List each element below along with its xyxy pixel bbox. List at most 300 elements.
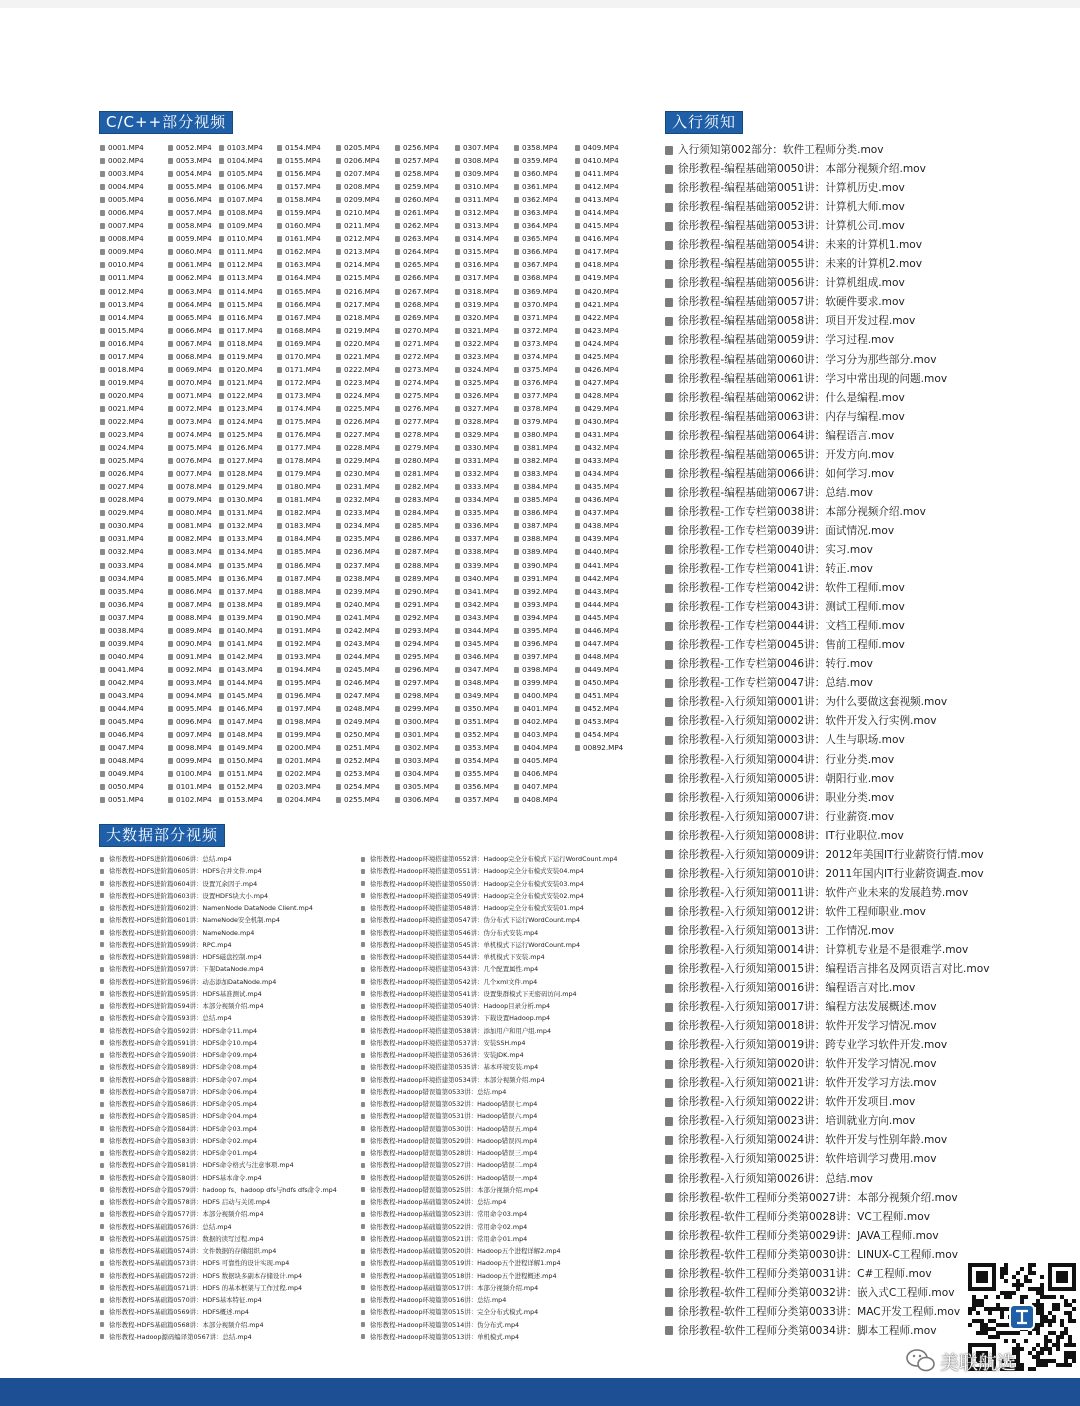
file-item[interactable] [395,741,455,754]
file-item[interactable] [100,927,360,939]
file-item[interactable] [277,467,337,480]
file-item[interactable] [277,337,337,350]
file-item[interactable] [575,428,635,441]
file-item[interactable] [455,767,515,780]
file-item[interactable] [455,389,515,402]
file-item[interactable] [455,193,515,206]
file-item[interactable] [514,245,574,258]
file-item[interactable] [100,428,160,441]
file-item[interactable] [665,998,995,1017]
file-item[interactable] [361,1331,651,1343]
file-item[interactable] [100,1123,360,1135]
file-item[interactable] [100,1294,360,1306]
file-item[interactable] [455,480,515,493]
file-item[interactable] [100,389,160,402]
file-item[interactable] [219,624,279,637]
file-item[interactable] [575,219,635,232]
file-item[interactable] [455,585,515,598]
file-item[interactable] [336,741,396,754]
file-item[interactable] [100,939,360,951]
file-item[interactable] [336,415,396,428]
file-item[interactable] [100,311,160,324]
file-item[interactable] [395,245,455,258]
file-item[interactable] [455,441,515,454]
file-item[interactable] [277,245,337,258]
file-item[interactable] [100,545,160,558]
file-item[interactable] [277,285,337,298]
file-item[interactable] [100,193,160,206]
file-item[interactable] [575,167,635,180]
file-item[interactable] [100,559,160,572]
file-item[interactable] [361,914,651,926]
file-item[interactable] [277,676,337,689]
file-item[interactable] [514,232,574,245]
file-item[interactable] [100,506,160,519]
file-item[interactable] [455,493,515,506]
file-item[interactable] [361,1061,651,1073]
file-item[interactable] [100,689,160,702]
file-item[interactable] [277,363,337,376]
file-item[interactable] [100,1221,360,1233]
file-item[interactable] [336,585,396,598]
file-item[interactable] [219,689,279,702]
file-item[interactable] [455,611,515,624]
file-item[interactable] [514,350,574,363]
file-item[interactable] [665,674,995,693]
file-item[interactable] [665,960,995,979]
file-item[interactable] [395,715,455,728]
file-item[interactable] [575,285,635,298]
file-item[interactable] [100,715,160,728]
file-item[interactable] [665,179,995,198]
file-item[interactable] [665,1246,995,1265]
file-item[interactable] [100,1184,360,1196]
file-item[interactable] [361,939,651,951]
file-item[interactable] [336,154,396,167]
file-item[interactable] [336,324,396,337]
file-item[interactable] [514,702,574,715]
file-item[interactable] [514,532,574,545]
file-item[interactable] [277,493,337,506]
file-item[interactable] [514,793,574,806]
file-item[interactable] [395,167,455,180]
file-item[interactable] [336,389,396,402]
file-item[interactable] [219,650,279,663]
file-item[interactable] [277,324,337,337]
file-item[interactable] [665,1265,995,1284]
file-item[interactable] [514,780,574,793]
file-item[interactable] [395,598,455,611]
file-item[interactable] [514,480,574,493]
file-item[interactable] [100,853,360,865]
file-item[interactable] [455,363,515,376]
file-item[interactable] [395,337,455,350]
file-item[interactable] [395,154,455,167]
file-item[interactable] [665,560,995,579]
file-item[interactable] [100,1049,360,1061]
file-item[interactable] [455,271,515,284]
file-item[interactable] [514,689,574,702]
file-item[interactable] [361,1147,651,1159]
file-item[interactable] [665,655,995,674]
file-item[interactable] [100,1098,360,1110]
file-item[interactable] [277,441,337,454]
file-item[interactable] [665,731,995,750]
file-item[interactable] [277,415,337,428]
file-item[interactable] [665,1303,995,1322]
file-item[interactable] [219,493,279,506]
file-item[interactable] [395,389,455,402]
file-item[interactable] [455,376,515,389]
file-item[interactable] [455,337,515,350]
file-item[interactable] [455,715,515,728]
file-item[interactable] [575,650,635,663]
file-item[interactable] [100,519,160,532]
file-item[interactable] [455,545,515,558]
file-item[interactable] [575,467,635,480]
file-item[interactable] [336,193,396,206]
file-item[interactable] [514,389,574,402]
file-item[interactable] [277,519,337,532]
file-item[interactable] [277,598,337,611]
file-item[interactable] [575,559,635,572]
file-item[interactable] [455,141,515,154]
file-item[interactable] [361,1159,651,1171]
file-item[interactable] [100,258,160,271]
file-item[interactable] [395,271,455,284]
file-item[interactable] [575,519,635,532]
file-item[interactable] [514,728,574,741]
file-item[interactable] [219,219,279,232]
file-item[interactable] [219,402,279,415]
file-item[interactable] [395,532,455,545]
file-item[interactable] [575,298,635,311]
file-item[interactable] [100,285,160,298]
file-item[interactable] [455,559,515,572]
file-item[interactable] [336,454,396,467]
file-item[interactable] [575,258,635,271]
file-item[interactable] [665,389,995,408]
file-item[interactable] [277,389,337,402]
file-item[interactable] [277,480,337,493]
file-item[interactable] [575,506,635,519]
file-item[interactable] [336,480,396,493]
file-item[interactable] [395,559,455,572]
file-item[interactable] [100,245,160,258]
file-item[interactable] [100,206,160,219]
file-item[interactable] [336,219,396,232]
file-item[interactable] [100,324,160,337]
file-item[interactable] [219,389,279,402]
file-item[interactable] [575,376,635,389]
file-item[interactable] [514,519,574,532]
file-item[interactable] [219,376,279,389]
file-item[interactable] [277,376,337,389]
file-item[interactable] [455,754,515,767]
file-item[interactable] [100,1061,360,1073]
file-item[interactable] [455,506,515,519]
file-item[interactable] [219,728,279,741]
file-item[interactable] [100,493,160,506]
file-item[interactable] [455,467,515,480]
file-item[interactable] [665,827,995,846]
file-item[interactable] [665,465,995,484]
file-item[interactable] [219,454,279,467]
file-item[interactable] [455,650,515,663]
file-item[interactable] [455,311,515,324]
file-item[interactable] [277,206,337,219]
file-item[interactable] [665,446,995,465]
file-item[interactable] [361,1172,651,1184]
file-item[interactable] [575,350,635,363]
file-item[interactable] [100,1319,360,1331]
file-item[interactable] [336,624,396,637]
file-item[interactable] [665,370,995,389]
file-item[interactable] [219,545,279,558]
file-item[interactable] [336,206,396,219]
file-item[interactable] [455,793,515,806]
file-item[interactable] [100,154,160,167]
file-item[interactable] [665,198,995,217]
file-item[interactable] [100,585,160,598]
file-item[interactable] [336,506,396,519]
file-item[interactable] [575,180,635,193]
file-item[interactable] [514,545,574,558]
file-item[interactable] [100,1306,360,1318]
file-item[interactable] [336,363,396,376]
file-item[interactable] [219,559,279,572]
file-item[interactable] [455,285,515,298]
file-item[interactable] [336,793,396,806]
file-item[interactable] [100,271,160,284]
file-item[interactable] [665,1150,995,1169]
file-item[interactable] [336,767,396,780]
file-item[interactable] [100,728,160,741]
file-item[interactable] [395,441,455,454]
file-item[interactable] [100,1074,360,1086]
file-item[interactable] [336,559,396,572]
file-item[interactable] [575,624,635,637]
file-item[interactable] [665,1112,995,1131]
file-item[interactable] [277,689,337,702]
file-item[interactable] [277,572,337,585]
file-item[interactable] [336,350,396,363]
file-item[interactable] [665,160,995,179]
file-item[interactable] [395,454,455,467]
file-item[interactable] [100,232,160,245]
file-item[interactable] [514,624,574,637]
file-item[interactable] [100,598,160,611]
file-item[interactable] [575,141,635,154]
file-item[interactable] [100,1012,360,1024]
file-item[interactable] [219,532,279,545]
file-item[interactable] [100,454,160,467]
file-item[interactable] [100,878,360,890]
file-item[interactable] [665,865,995,884]
file-item[interactable] [575,532,635,545]
file-item[interactable] [665,293,995,312]
file-item[interactable] [395,689,455,702]
file-item[interactable] [100,902,360,914]
file-item[interactable] [665,808,995,827]
file-item[interactable] [665,1322,995,1341]
file-item[interactable] [361,1135,651,1147]
file-item[interactable] [665,1170,995,1189]
file-item[interactable] [336,232,396,245]
file-item[interactable] [514,611,574,624]
file-item[interactable] [100,611,160,624]
file-item[interactable] [219,519,279,532]
file-item[interactable] [575,415,635,428]
file-item[interactable] [455,637,515,650]
file-item[interactable] [100,572,160,585]
file-item[interactable] [665,503,995,522]
file-item[interactable] [455,415,515,428]
file-item[interactable] [395,650,455,663]
file-item[interactable] [514,754,574,767]
file-item[interactable] [455,728,515,741]
file-item[interactable] [665,751,995,770]
file-item[interactable] [100,865,360,877]
file-item[interactable] [395,428,455,441]
file-item[interactable] [277,767,337,780]
file-item[interactable] [219,780,279,793]
file-item[interactable] [277,311,337,324]
file-item[interactable] [395,519,455,532]
file-item[interactable] [575,441,635,454]
file-item[interactable] [100,1159,360,1171]
file-item[interactable] [361,1000,651,1012]
file-item[interactable] [665,636,995,655]
file-item[interactable] [219,715,279,728]
file-item[interactable] [219,245,279,258]
file-item[interactable] [100,1196,360,1208]
file-item[interactable] [336,167,396,180]
file-item[interactable] [575,389,635,402]
file-item[interactable] [219,154,279,167]
file-item[interactable] [395,545,455,558]
file-item[interactable] [665,331,995,350]
file-item[interactable] [336,376,396,389]
file-item[interactable] [219,585,279,598]
file-item[interactable] [455,676,515,689]
file-item[interactable] [100,951,360,963]
file-item[interactable] [665,1208,995,1227]
file-item[interactable] [665,522,995,541]
file-item[interactable] [455,663,515,676]
file-item[interactable] [455,598,515,611]
file-item[interactable] [575,728,635,741]
file-item[interactable] [361,1257,651,1269]
file-item[interactable] [336,428,396,441]
file-item[interactable] [100,741,160,754]
file-item[interactable] [219,611,279,624]
file-item[interactable] [219,663,279,676]
file-item[interactable] [665,274,995,293]
file-item[interactable] [665,1036,995,1055]
file-item[interactable] [361,1037,651,1049]
file-item[interactable] [361,1025,651,1037]
file-item[interactable] [100,793,160,806]
file-item[interactable] [277,506,337,519]
file-item[interactable] [277,219,337,232]
file-item[interactable] [100,1233,360,1245]
file-item[interactable] [336,637,396,650]
file-item[interactable] [361,1049,651,1061]
file-item[interactable] [277,624,337,637]
file-item[interactable] [455,428,515,441]
file-item[interactable] [277,154,337,167]
file-item[interactable] [100,1270,360,1282]
file-item[interactable] [219,676,279,689]
file-item[interactable] [219,206,279,219]
file-item[interactable] [100,1135,360,1147]
file-item[interactable] [361,1123,651,1135]
file-item[interactable] [100,1147,360,1159]
file-item[interactable] [575,585,635,598]
file-item[interactable] [514,572,574,585]
file-item[interactable] [575,676,635,689]
file-item[interactable] [665,598,995,617]
file-item[interactable] [277,532,337,545]
file-item[interactable] [336,572,396,585]
file-item[interactable] [514,337,574,350]
file-item[interactable] [219,428,279,441]
file-item[interactable] [665,770,995,789]
file-item[interactable] [514,180,574,193]
file-item[interactable] [514,559,574,572]
file-item[interactable] [219,441,279,454]
file-item[interactable] [277,741,337,754]
file-item[interactable] [395,480,455,493]
file-item[interactable] [219,572,279,585]
file-item[interactable] [575,402,635,415]
file-item[interactable] [100,1000,360,1012]
file-item[interactable] [455,245,515,258]
file-item[interactable] [455,572,515,585]
file-item[interactable] [665,255,995,274]
file-item[interactable] [514,741,574,754]
file-item[interactable] [395,415,455,428]
file-item[interactable] [100,976,360,988]
file-item[interactable] [514,141,574,154]
file-item[interactable] [395,676,455,689]
file-item[interactable] [336,715,396,728]
file-item[interactable] [336,532,396,545]
file-item[interactable] [665,693,995,712]
file-item[interactable] [665,617,995,636]
file-item[interactable] [395,663,455,676]
file-item[interactable] [219,480,279,493]
file-item[interactable] [665,236,995,255]
file-item[interactable] [665,1189,995,1208]
file-item[interactable] [361,1233,651,1245]
file-item[interactable] [514,428,574,441]
file-item[interactable] [361,853,651,865]
file-item[interactable] [665,351,995,370]
file-item[interactable] [277,663,337,676]
file-item[interactable] [455,167,515,180]
file-item[interactable] [277,728,337,741]
file-item[interactable] [514,206,574,219]
file-item[interactable] [455,624,515,637]
file-item[interactable] [575,663,635,676]
file-item[interactable] [665,1055,995,1074]
file-item[interactable] [336,298,396,311]
file-item[interactable] [455,402,515,415]
file-item[interactable] [100,663,160,676]
file-item[interactable] [100,1208,360,1220]
